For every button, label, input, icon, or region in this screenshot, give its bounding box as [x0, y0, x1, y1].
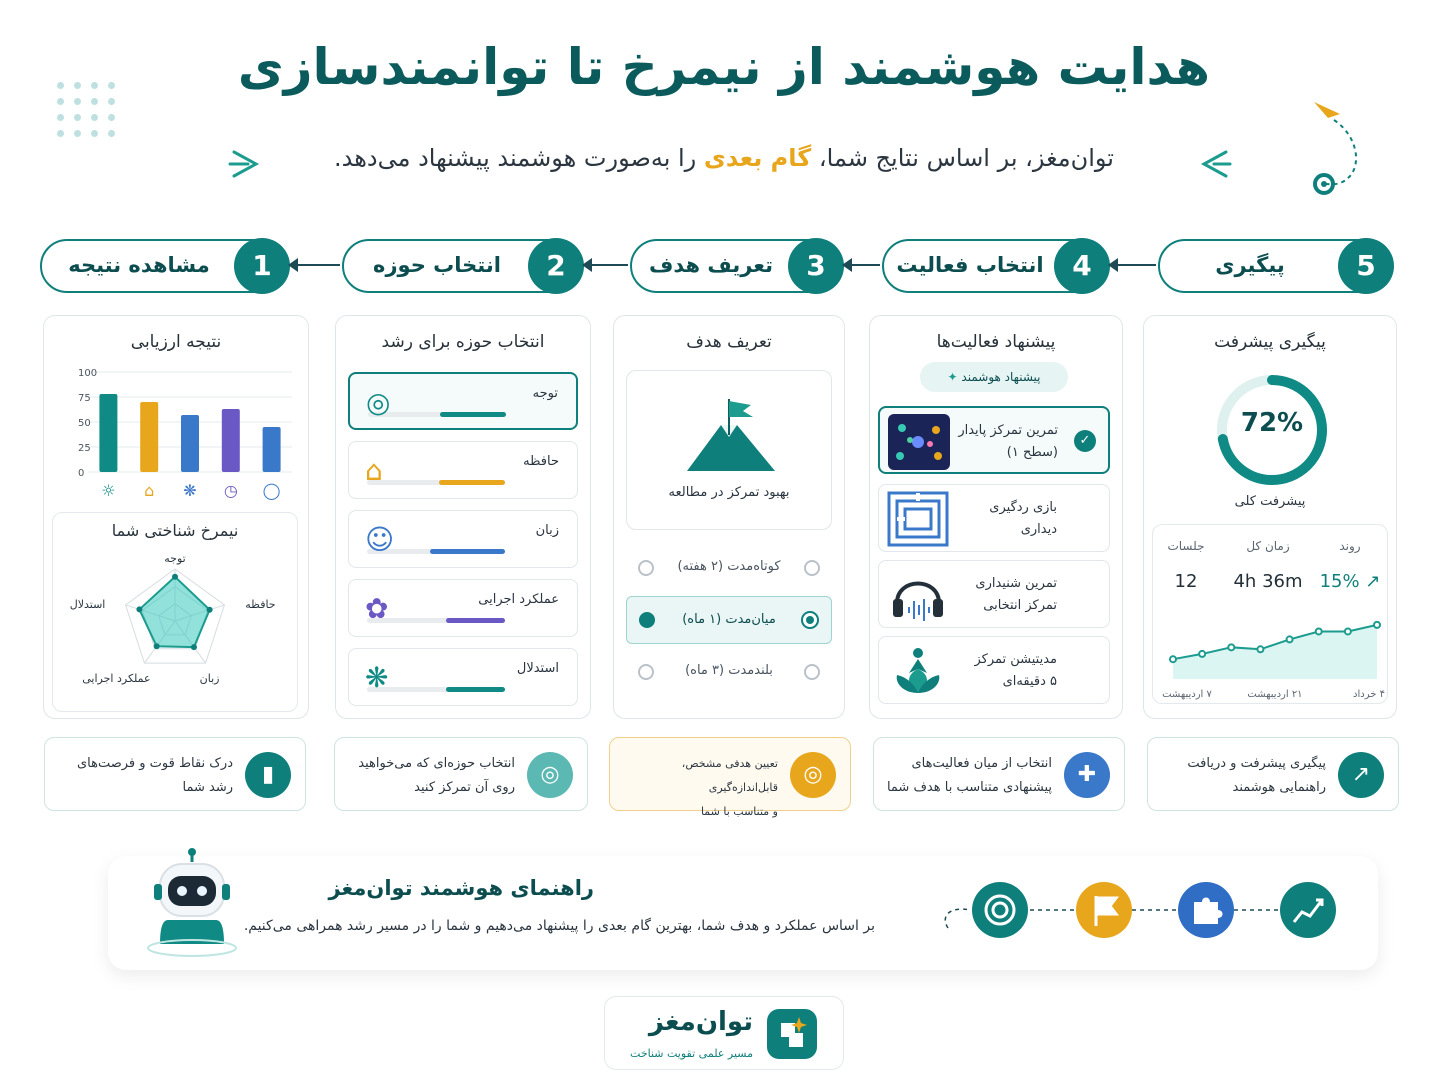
- panel-title: انتخاب حوزه برای رشد: [381, 332, 545, 352]
- stat-sessions: جلسات 12: [1167, 539, 1205, 592]
- brand-logo-card: [604, 996, 844, 1070]
- area-label: حافظه: [523, 454, 559, 469]
- x-tick-label: ۷ اردیبهشت: [1162, 689, 1212, 700]
- activity-card-meditation[interactable]: [878, 636, 1110, 704]
- area-progress-fill: [440, 412, 506, 417]
- smart-guide-banner: [108, 856, 1378, 970]
- step-3[interactable]: [630, 239, 842, 293]
- step-number: 1: [234, 238, 290, 294]
- target-icon: ◎: [366, 386, 391, 419]
- area-option[interactable]: [348, 510, 578, 568]
- progress-line-chart: [1159, 605, 1383, 701]
- clock-icon: ◷: [223, 481, 238, 500]
- chat-icon: ◯: [262, 481, 281, 500]
- step-arrow: [584, 264, 628, 266]
- radar-label: عملکرد اجرایی: [82, 672, 151, 686]
- x-tick-label: ۲۱ اردیبهشت: [1247, 689, 1303, 700]
- step-label: پیگیری: [1215, 253, 1285, 277]
- mountain-flag-icon: [683, 395, 779, 475]
- bar-chart-icon: ▮: [245, 752, 291, 798]
- panel-title: پیشنهاد فعالیت‌ها: [936, 332, 1056, 352]
- bulb-icon: ☼: [101, 481, 116, 500]
- bar-chat: [263, 427, 281, 472]
- step-2[interactable]: [342, 239, 582, 293]
- goal-option-short[interactable]: [626, 548, 832, 588]
- step-label: انتخاب فعالیت: [896, 253, 1044, 277]
- area-progress-bar: [367, 480, 505, 485]
- line-point: [1257, 646, 1263, 652]
- step-number: 4: [1054, 238, 1110, 294]
- goal-panel: [613, 315, 845, 719]
- step-description-card: [873, 737, 1125, 811]
- paper-plane-icon: [1300, 96, 1370, 206]
- step-description: انتخاب حوزه‌ای که می‌خواهید روی آن تمرکز کنید: [358, 756, 515, 795]
- guide-path-icons: [940, 876, 1340, 946]
- smart-suggestion-badge: [920, 362, 1068, 392]
- area-label: توجه: [532, 386, 558, 401]
- radar-point: [136, 606, 142, 612]
- brand-logo-icon: [767, 1009, 817, 1059]
- line-point: [1374, 622, 1380, 628]
- step-number: 5: [1338, 238, 1394, 294]
- robot-icon: [140, 848, 250, 962]
- step-number: 2: [528, 238, 584, 294]
- stat-trend: روند ↗ 15%: [1319, 539, 1381, 592]
- panel-title: نتیجه ارزیابی: [130, 332, 222, 352]
- step-4[interactable]: [882, 239, 1108, 293]
- area-progress-fill: [446, 618, 505, 623]
- step-arrow: [1110, 264, 1156, 266]
- step-arrow: [290, 264, 340, 266]
- progress-stats-card: [1152, 524, 1388, 704]
- radio-icon: [804, 560, 820, 576]
- executive-icon: ✿: [365, 592, 389, 625]
- chevron-decoration-icon: [226, 146, 266, 182]
- line-point: [1199, 651, 1205, 657]
- progress-overall-label: پیشرفت کلی: [1234, 494, 1306, 509]
- area-label: عملکرد اجرایی: [478, 592, 559, 607]
- brain-icon: ❋: [183, 481, 197, 500]
- radar-label: استدلال: [69, 597, 106, 611]
- radar-label: حافظه: [245, 597, 276, 611]
- radar-label: توجه: [164, 552, 186, 565]
- radar-point: [172, 574, 178, 580]
- x-tick-label: ۴ خرداد: [1353, 689, 1385, 700]
- sparkle-icon: ✦: [947, 370, 958, 384]
- bar-brain: [181, 415, 199, 472]
- memory-icon: ⌂: [365, 454, 383, 487]
- step-arrow: [844, 264, 880, 266]
- goal-option-long[interactable]: [626, 652, 832, 692]
- activities-panel: [869, 315, 1123, 719]
- brand-name: توان‌مغز: [648, 1007, 753, 1037]
- panel-title: تعریف هدف: [686, 332, 772, 352]
- area-option[interactable]: [348, 579, 578, 637]
- option-label: بلندمدت (۳ ماه): [685, 663, 773, 678]
- assessment-panel: [43, 315, 309, 719]
- activity-name: مدیتیشن تمرکز ۵ دقیقه‌ای: [974, 652, 1057, 689]
- step-label: مشاهده نتیجه: [68, 253, 210, 277]
- area-selection-panel: [335, 315, 591, 719]
- y-tick-label: 100: [78, 368, 98, 379]
- page-title: هدایت هوشمند از نیمرخ تا توانمندسازی: [237, 38, 1211, 96]
- bar-bulb: [99, 394, 117, 472]
- y-tick-label: 25: [78, 443, 91, 454]
- radar-point: [207, 607, 213, 613]
- step-5[interactable]: [1158, 239, 1392, 293]
- profile-title: نیمرخ شناختی شما: [111, 521, 239, 540]
- language-icon: ☺: [365, 523, 395, 556]
- option-label: کوتاه‌مدت (۲ هفته): [677, 559, 781, 574]
- area-label: زبان: [535, 523, 559, 538]
- brand-tagline: مسیر علمی تقویت شناخت: [630, 1047, 753, 1060]
- line-point: [1228, 644, 1234, 650]
- option-label: میان‌مدت (۱ ماه): [682, 612, 776, 627]
- step-1[interactable]: [40, 239, 288, 293]
- panel-title: پیگیری پیشرفت: [1214, 332, 1326, 352]
- step-description-card: [1147, 737, 1399, 811]
- line-point: [1170, 656, 1176, 662]
- activity-card-sustained-focus[interactable]: [878, 406, 1110, 474]
- headphones-icon: [887, 567, 949, 623]
- subtitle-text-start: توان‌مغز، بر اساس نتایج شما،: [811, 144, 1114, 172]
- step-description-card: [44, 737, 306, 811]
- badge-label: پیشنهاد هوشمند: [961, 370, 1041, 384]
- target-icon: ◎: [527, 752, 573, 798]
- area-option[interactable]: [348, 648, 578, 706]
- step-label: انتخاب حوزه: [373, 253, 501, 277]
- activity-card-auditory[interactable]: [878, 560, 1110, 628]
- goal-option-medium[interactable]: [626, 596, 832, 644]
- line-point: [1316, 628, 1322, 634]
- activity-name: بازی ردگیری دیداری: [989, 500, 1057, 537]
- activity-card-visual-tracking[interactable]: [878, 484, 1110, 552]
- step-description: پیگیری پیشرفت و دریافت راهنمایی هوشمند: [1187, 756, 1326, 795]
- stat-total-time: زمان کل 4h 36m: [1233, 539, 1303, 592]
- step-description-card: [334, 737, 588, 811]
- guide-title: راهنمای هوشمند توان‌مغز: [328, 876, 594, 900]
- y-tick-label: 75: [78, 393, 91, 404]
- goal-text: بهبود تمرکز در مطالعه: [668, 485, 790, 500]
- y-tick-label: 50: [78, 418, 91, 429]
- y-tick-label: 0: [78, 468, 85, 479]
- area-option[interactable]: [348, 372, 578, 430]
- subtitle-highlight: گام بعدی: [703, 144, 812, 172]
- step-description: تعیین هدفی مشخص، قابل‌اندازه‌گیری و متناسب با شما: [681, 757, 778, 818]
- target-icon: ◎: [790, 752, 836, 798]
- bar-memory: [140, 402, 158, 472]
- radar-label: زبان: [199, 672, 220, 686]
- game-thumbnail-icon: [888, 414, 950, 470]
- assessment-bar-chart: [52, 364, 302, 504]
- radio-selected-icon: [801, 611, 819, 629]
- bar-clock: [222, 409, 240, 472]
- step-description: درک نقاط قوت و فرصت‌های رشد شما: [76, 756, 233, 795]
- reasoning-icon: ❋: [365, 661, 389, 694]
- goal-card: [626, 370, 832, 530]
- radar-point: [154, 643, 160, 649]
- puzzle-icon: ✚: [1064, 752, 1110, 798]
- area-progress-fill: [430, 549, 505, 554]
- step-description: انتخاب از میان فعالیت‌های پیشنهادی متناسب با هدف شما: [886, 756, 1052, 795]
- progress-panel: [1143, 315, 1397, 719]
- check-icon: ✓: [1074, 430, 1096, 452]
- progress-percent: 72%: [1240, 408, 1304, 438]
- radio-icon: [804, 664, 820, 680]
- radar-chart: [57, 549, 295, 709]
- lotus-meditation-icon: [887, 643, 949, 699]
- step-label: تعریف هدف: [648, 253, 774, 277]
- area-progress-fill: [439, 480, 505, 485]
- guide-text: بر اساس عملکرد و هدف شما، بهترین گام بعدی را پیشنهاد می‌دهیم و شما را در مسیر رشد همراهی می‌کنیم.: [243, 918, 875, 934]
- cognitive-profile-card: [52, 512, 298, 712]
- trend-icon: ↗: [1338, 752, 1384, 798]
- chevron-decoration-icon: [1196, 146, 1236, 182]
- step-description-card: [609, 737, 851, 818]
- area-progress-fill: [446, 687, 505, 692]
- step-number: 3: [788, 238, 844, 294]
- area-label: استدلال: [516, 661, 559, 676]
- radar-point: [191, 644, 197, 650]
- activity-name: تمرین شنیداری تمرکز انتخابی: [975, 576, 1057, 613]
- line-point: [1287, 636, 1293, 642]
- subtitle-text-end: را به‌صورت هوشمند پیشنهاد می‌دهد.: [334, 144, 704, 172]
- maze-icon: [887, 491, 949, 547]
- activity-name: تمرین تمرکز پایدار (سطح ۱): [958, 423, 1058, 460]
- memory-icon: ⌂: [144, 481, 155, 500]
- line-point: [1345, 628, 1351, 634]
- area-option[interactable]: [348, 441, 578, 499]
